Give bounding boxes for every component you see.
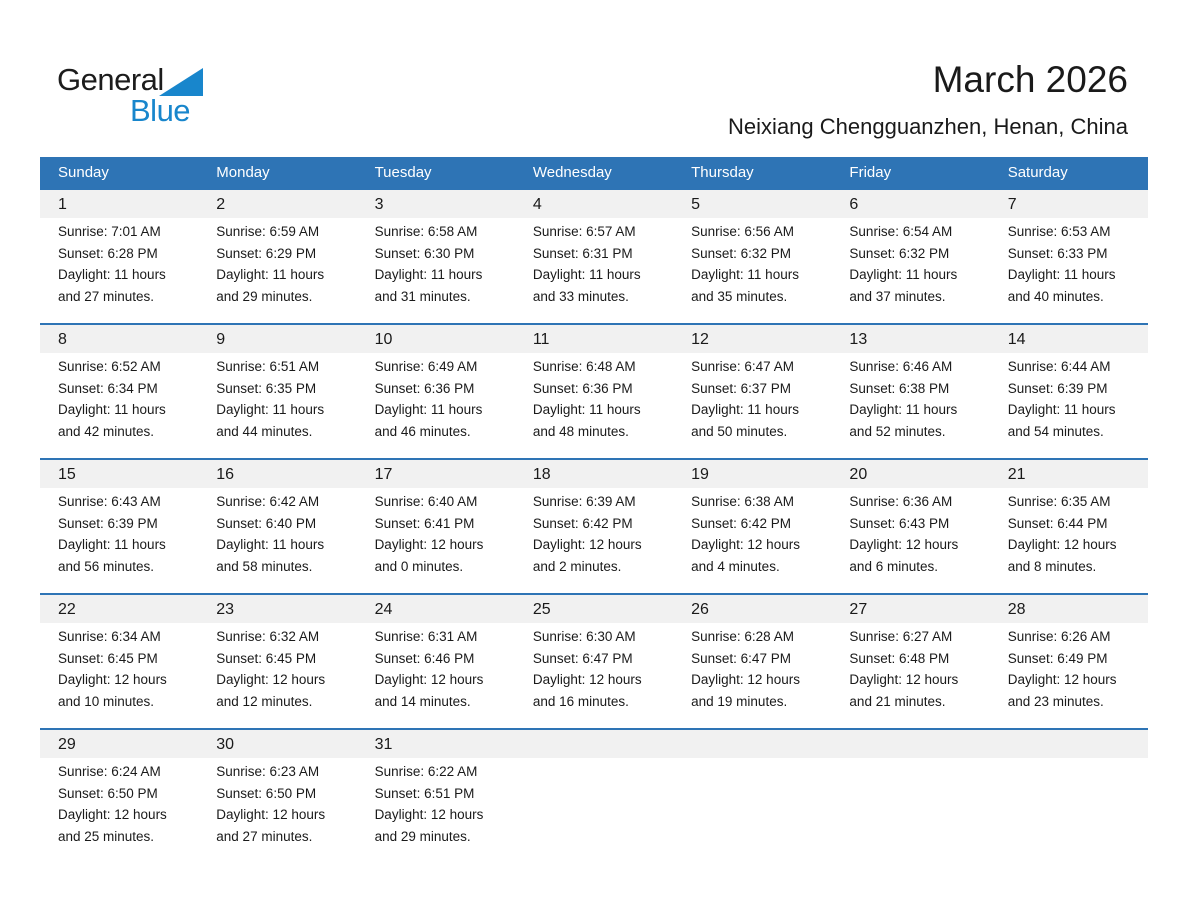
weekday-header-row [40,157,1148,188]
day-number: 6 [849,196,859,213]
day-cell [831,623,989,728]
daylight-text: Daylight: 12 hours and 21 minutes. [849,672,959,709]
page-subtitle: Neixiang Chengguanzhen, Henan, China [728,114,1128,139]
day-cell [673,353,831,458]
sunset-text: Sunset: 6:28 PM [58,245,158,261]
day-cell [831,218,989,323]
day-cell [40,353,198,458]
logo-word-blue: Blue [130,93,191,128]
day-number [515,730,673,758]
day-number: 4 [532,196,542,213]
general-blue-logo [57,62,227,132]
day-number-band [40,325,1148,353]
daylight-text: Daylight: 12 hours and 27 minutes. [216,807,326,844]
day-number: 17 [374,466,393,483]
day-cell [831,488,989,593]
day-number: 2 [216,196,226,213]
week-row [40,188,1148,323]
weekday-label-2: Tuesday [374,164,432,181]
day-cell [357,623,515,728]
sunrise-text: Sunrise: 6:52 AM [58,359,161,374]
daylight-text: Daylight: 11 hours and 33 minutes. [532,267,641,304]
sunset-text: Sunset: 6:50 PM [216,785,317,801]
sunset-text: Sunset: 6:33 PM [1007,245,1108,261]
sunrise-text: Sunrise: 6:58 AM [374,224,478,239]
sunset-text: Sunset: 6:44 PM [1007,515,1108,531]
sunset-text: Sunset: 6:31 PM [532,245,633,261]
day-cell [357,353,515,458]
sunrise-text: Sunrise: 6:34 AM [58,629,161,644]
title-block [728,58,1128,140]
day-number: 21 [1007,466,1026,483]
day-cell-empty [673,758,831,863]
day-cell [515,353,673,458]
sunset-text: Sunset: 6:41 PM [374,515,475,531]
day-cell [40,623,198,728]
weekday-label-1: Monday [216,164,270,181]
day-number: 25 [532,601,551,618]
daylight-text: Daylight: 11 hours and 42 minutes. [58,402,166,439]
sunrise-text: Sunrise: 6:35 AM [1007,494,1111,509]
day-cell [990,218,1148,323]
sunset-text: Sunset: 6:48 PM [849,650,950,666]
day-cell [673,623,831,728]
weekday-label-4: Thursday [691,164,754,181]
daylight-text: Daylight: 11 hours and 29 minutes. [216,267,325,304]
day-cell [515,623,673,728]
sunrise-text: Sunrise: 6:27 AM [849,629,953,644]
daylight-text: Daylight: 12 hours and 0 minutes. [374,537,484,574]
day-number-band [40,730,1148,758]
weekday-label-5: Friday [849,164,892,181]
sunset-text: Sunset: 6:32 PM [849,245,950,261]
day-number-band [40,190,1148,218]
day-number: 10 [374,331,393,348]
day-number [990,730,1148,758]
day-cell-empty [515,758,673,863]
daylight-text: Daylight: 12 hours and 2 minutes. [532,537,642,574]
day-number: 3 [374,196,384,213]
day-number: 15 [58,466,76,483]
sunset-text: Sunset: 6:37 PM [691,380,791,396]
day-cell [357,218,515,323]
day-number: 19 [691,466,709,483]
sunset-text: Sunset: 6:35 PM [216,380,317,396]
logo-triangle-icon [159,68,203,96]
day-number: 22 [58,601,76,618]
day-number-band [40,460,1148,488]
sunrise-text: Sunrise: 6:59 AM [216,224,320,239]
day-number: 9 [216,331,226,348]
day-cell [40,218,198,323]
sunrise-text: Sunrise: 6:22 AM [374,764,478,779]
week-body [40,353,1148,458]
daylight-text: Daylight: 12 hours and 8 minutes. [1007,537,1117,574]
sunrise-text: Sunrise: 6:57 AM [532,224,636,239]
day-cell [198,353,356,458]
sunrise-text: Sunrise: 6:40 AM [374,494,478,509]
sunset-text: Sunset: 6:43 PM [849,515,950,531]
sunset-text: Sunset: 6:38 PM [849,380,950,396]
logo-word-general: General [57,62,164,97]
sunrise-text: Sunrise: 6:56 AM [691,224,794,239]
day-number: 26 [691,601,709,618]
day-cell [990,353,1148,458]
sunset-text: Sunset: 6:45 PM [216,650,317,666]
day-cell [515,488,673,593]
sunrise-text: Sunrise: 6:31 AM [374,629,478,644]
weekday-label-0: Sunday [58,164,109,181]
day-cell [198,218,356,323]
day-number: 16 [216,466,235,483]
week-body [40,623,1148,728]
day-cell [831,353,989,458]
day-cell [198,488,356,593]
day-number: 24 [374,601,393,618]
weekday-label-6: Saturday [1007,164,1068,181]
daylight-text: Daylight: 11 hours and 40 minutes. [1007,267,1116,304]
daylight-text: Daylight: 11 hours and 50 minutes. [691,402,799,439]
sunrise-text: Sunrise: 6:26 AM [1007,629,1111,644]
sunset-text: Sunset: 6:39 PM [58,515,158,531]
day-number: 14 [1007,331,1026,348]
sunset-text: Sunset: 6:29 PM [216,245,317,261]
sunrise-text: Sunrise: 6:32 AM [216,629,320,644]
daylight-text: Daylight: 12 hours and 6 minutes. [849,537,959,574]
week-body [40,758,1148,863]
day-number: 20 [849,466,868,483]
week-row [40,728,1148,863]
sunset-text: Sunset: 6:46 PM [374,650,475,666]
daylight-text: Daylight: 11 hours and 37 minutes. [849,267,958,304]
day-number: 12 [691,331,709,348]
sunrise-text: Sunrise: 6:39 AM [532,494,636,509]
sunrise-text: Sunrise: 6:24 AM [58,764,161,779]
daylight-text: Daylight: 12 hours and 23 minutes. [1007,672,1117,709]
sunset-text: Sunset: 6:49 PM [1007,650,1108,666]
sunset-text: Sunset: 6:32 PM [691,245,791,261]
daylight-text: Daylight: 11 hours and 54 minutes. [1007,402,1116,439]
daylight-text: Daylight: 12 hours and 4 minutes. [691,537,800,574]
day-cell-empty [990,758,1148,863]
day-cell [515,218,673,323]
day-cell [673,218,831,323]
day-cell-empty [831,758,989,863]
sunrise-text: Sunrise: 6:47 AM [691,359,794,374]
day-number [673,730,831,758]
daylight-text: Daylight: 11 hours and 27 minutes. [58,267,166,304]
sunset-text: Sunset: 6:51 PM [374,785,475,801]
daylight-text: Daylight: 11 hours and 56 minutes. [58,537,166,574]
day-cell [198,758,356,863]
day-cell [40,758,198,863]
sunset-text: Sunset: 6:47 PM [532,650,633,666]
sunrise-text: Sunrise: 6:23 AM [216,764,320,779]
day-number: 5 [691,196,701,213]
day-number: 7 [1007,196,1017,213]
week-body [40,218,1148,323]
sunset-text: Sunset: 6:50 PM [58,785,158,801]
day-number-band [40,595,1148,623]
sunrise-text: Sunrise: 6:48 AM [532,359,636,374]
page-title: March 2026 [932,59,1128,100]
sunrise-text: Sunrise: 6:38 AM [691,494,794,509]
day-cell [40,488,198,593]
sunset-text: Sunset: 6:34 PM [58,380,158,396]
daylight-text: Daylight: 12 hours and 10 minutes. [58,672,167,709]
daylight-text: Daylight: 12 hours and 16 minutes. [532,672,642,709]
day-number: 11 [532,331,550,348]
day-number: 28 [1007,601,1026,618]
daylight-text: Daylight: 12 hours and 19 minutes. [691,672,800,709]
day-cell [990,488,1148,593]
daylight-text: Daylight: 12 hours and 14 minutes. [374,672,484,709]
day-number: 1 [58,196,67,213]
sunrise-text: Sunrise: 6:30 AM [532,629,636,644]
daylight-text: Daylight: 11 hours and 58 minutes. [216,537,325,574]
calendar-grid [40,157,1148,863]
daylight-text: Daylight: 12 hours and 29 minutes. [374,807,484,844]
daylight-text: Daylight: 11 hours and 44 minutes. [216,402,325,439]
sunrise-text: Sunrise: 6:46 AM [849,359,953,374]
day-cell [673,488,831,593]
day-number: 31 [374,736,393,753]
day-cell [198,623,356,728]
sunset-text: Sunset: 6:42 PM [691,515,791,531]
day-cell [357,758,515,863]
day-number: 8 [58,331,67,348]
day-number: 18 [532,466,551,483]
daylight-text: Daylight: 11 hours and 48 minutes. [532,402,641,439]
daylight-text: Daylight: 12 hours and 12 minutes. [216,672,326,709]
sunrise-text: Sunrise: 6:43 AM [58,494,161,509]
day-number [831,730,989,758]
sunrise-text: Sunrise: 6:49 AM [374,359,478,374]
calendar-weeks [40,188,1148,863]
day-cell [990,623,1148,728]
week-row [40,323,1148,458]
daylight-text: Daylight: 11 hours and 52 minutes. [849,402,958,439]
sunset-text: Sunset: 6:47 PM [691,650,791,666]
sunrise-text: Sunrise: 6:44 AM [1007,359,1111,374]
sunrise-text: Sunrise: 6:51 AM [216,359,320,374]
day-number: 13 [849,331,868,348]
day-number: 29 [58,736,76,753]
sunrise-text: Sunrise: 6:54 AM [849,224,953,239]
sunset-text: Sunset: 6:40 PM [216,515,317,531]
week-row [40,593,1148,728]
sunset-text: Sunset: 6:45 PM [58,650,158,666]
sunset-text: Sunset: 6:42 PM [532,515,633,531]
sunrise-text: Sunrise: 7:01 AM [58,224,161,239]
day-cell [357,488,515,593]
sunrise-text: Sunrise: 6:36 AM [849,494,953,509]
sunrise-text: Sunrise: 6:53 AM [1007,224,1111,239]
sunset-text: Sunset: 6:30 PM [374,245,475,261]
daylight-text: Daylight: 11 hours and 31 minutes. [374,267,483,304]
sunset-text: Sunset: 6:39 PM [1007,380,1108,396]
daylight-text: Daylight: 12 hours and 25 minutes. [58,807,167,844]
week-row [40,458,1148,593]
day-number: 30 [216,736,235,753]
day-number: 27 [849,601,868,618]
daylight-text: Daylight: 11 hours and 46 minutes. [374,402,483,439]
day-number: 23 [216,601,235,618]
sunrise-text: Sunrise: 6:28 AM [691,629,794,644]
weekday-label-3: Wednesday [532,164,612,181]
sunset-text: Sunset: 6:36 PM [374,380,475,396]
daylight-text: Daylight: 11 hours and 35 minutes. [691,267,799,304]
sunset-text: Sunset: 6:36 PM [532,380,633,396]
week-body [40,488,1148,593]
sunrise-text: Sunrise: 6:42 AM [216,494,320,509]
